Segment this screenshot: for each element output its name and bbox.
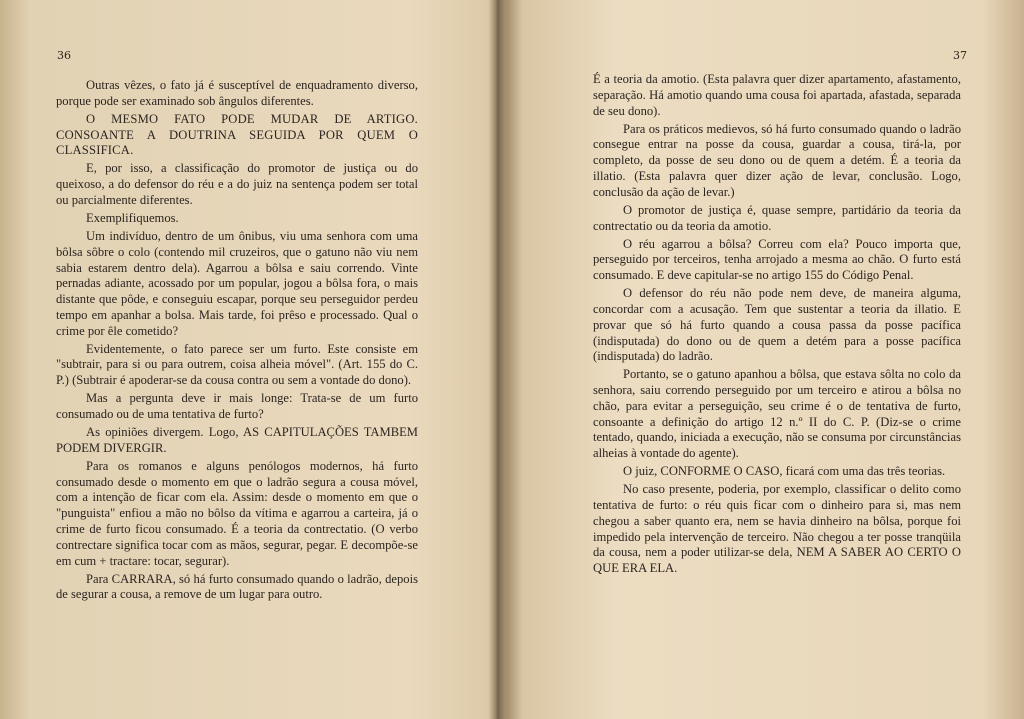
page-number-right: 37: [953, 49, 967, 62]
paragraph: Para os práticos medievos, só há furto consumado quando o ladrão consegue entrar na posse da cousa, guardar a cousa, tirá-la, por completo, da posse de seu dono ou de quem a detém. É a teoria da illatio. (Esta palavra quer dizer ação de levar, conclusão. Logo, conclusão da ação de levar.): [593, 121, 961, 199]
page-number-left: 36: [57, 49, 71, 62]
paragraph: Mas a pergunta deve ir mais longe: Trata-se de um furto consumado ou de uma tentativa de furto?: [56, 391, 418, 422]
paragraph: As opiniões divergem. Logo, AS CAPITULAÇÕES TAMBEM PODEM DIVERGIR.: [56, 425, 418, 455]
right-page-text: [593, 72, 961, 579]
paragraph: Evidentemente, o fato parece ser um furto. Este consiste em "subtrair, para si ou para outrem, coisa alheia móvel". (Art. 155 do C. P.) (Subtrair é apoderar-se da cousa contra ou sem a vontade do dono).: [56, 341, 418, 388]
paragraph: Para CARRARA, só há furto consumado quando o ladrão, depois de segurar a cousa, a remove de um lugar para outro.: [56, 571, 418, 602]
paragraph: É a teoria da amotio. (Esta palavra quer dizer apartamento, afastamento, separação. Há amotio quando uma cousa foi apartada, afastada, separada de seu dono).: [593, 72, 961, 118]
paragraph: O defensor do réu não pode nem deve, de maneira alguma, concordar com a acusação. Tem que sustentar a teoria da illatio. E provar que só há furto quando a cousa passa da posse pacífica (indisputada) do dono ou de quem a detém para a posse pacífica (indisputada) do ladrão.: [593, 286, 961, 364]
paragraph: O MESMO FATO PODE MUDAR DE ARTIGO. CONSOANTE A DOUTRINA SEGUIDA POR QUEM O CLASSIFICA.: [56, 111, 418, 158]
left-page: [0, 0, 495, 719]
paragraph: O promotor de justiça é, quase sempre, partidário da teoria da contrectatio ou da teoria da amotio.: [593, 202, 961, 233]
right-page: [500, 0, 1024, 719]
paragraph: Para os romanos e alguns penólogos modernos, há furto consumado desde o momento em que o ladrão segura a cousa móvel, com a intenção de ficar com ela. Assim: desde o momento em que o "punguista" enfiou a mão no bôlso da vítima e agarrou a carteira, já o crime de furto ficou consumado. É a teoria da contrectatio. (O verbo contrectare significa tocar com as mãos, segurar, pegar. E decompõe-se em cum + tractare: tocar, segurar).: [56, 458, 418, 568]
paragraph: Exemplifiquemos.: [86, 210, 179, 225]
paragraph: No caso presente, poderia, por exemplo, classificar o delito como tentativa de furto: o réu quis ficar com o dinheiro para si, mas nem chegou a saber quanto era, nem se havia dinheiro na bôlsa, porque foi impedido pela intervenção de terceiro. Não chegou a ter posse tranqüila da cousa, nem a poder utilizar-se dela, NEM A SABER AO CERTO O QUE ERA ELA.: [593, 482, 961, 576]
paragraph: Um indivíduo, dentro de um ônibus, viu uma senhora com uma bôlsa sôbre o colo (contendo mil cruzeiros, que o gatuno não viu nem sabia estarem dentro dela). Agarrou a bôlsa e saiu correndo. Vinte pernadas adiante, acossado por um popular, jogou a bôlsa fora, o mais distante que pôde, e conseguiu escapar, porque seu perseguidor perdeu tempo em apanhar a bolsa. Mais tarde, foi prêso e processado. Qual o crime por êle cometido?: [56, 228, 418, 338]
paragraph: E, por isso, a classificação do promotor de justiça ou do queixoso, a do defensor do réu e a do juiz na sentença podem ser total ou parcialmente diferentes.: [56, 161, 418, 207]
paragraph: O réu agarrou a bôlsa? Correu com ela? Pouco importa que, perseguido por terceiros, tenha arrojado a mesma ao chão. O furto está consumado. E deve capitular-se no artigo 155 do Código Penal.: [593, 236, 961, 283]
paragraph: Outras vêzes, o fato já é susceptível de enquadramento diverso, porque pode ser examinado sob ângulos diferentes.: [56, 78, 418, 108]
left-page-text: [56, 78, 418, 605]
paragraph: O juiz, CONFORME O CASO, ficará com uma das três teorias.: [623, 464, 946, 479]
paragraph: Portanto, se o gatuno apanhou a bôlsa, que estava sôlta no colo da senhora, saiu correndo perseguido por um terceiro e atirou a bôlsa no chão, para evitar a perseguição, seu crime é o de tentativa de furto, consoante a definição do artigo 12 n.º II do C. P. (Diz-se o crime tentado, quando, iniciada a execução, não se consuma por circunstâncias alheias à vontade do agente).: [593, 367, 961, 461]
